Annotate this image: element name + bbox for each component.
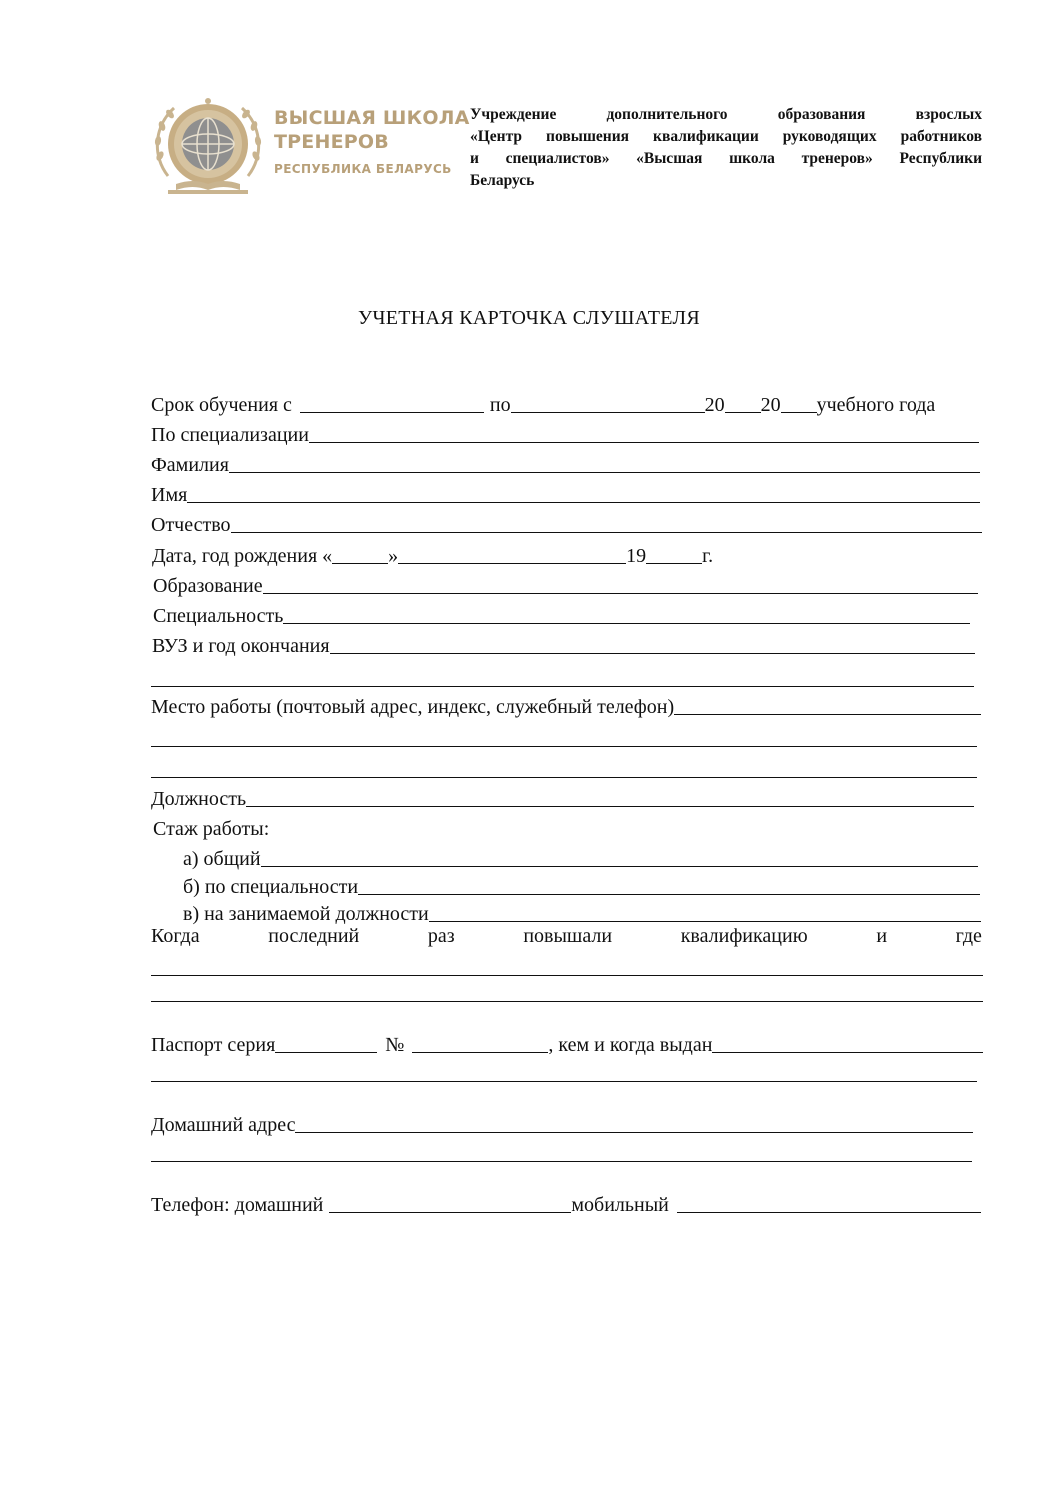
experience-position-row — [183, 899, 981, 925]
logo — [148, 96, 470, 200]
patronymic-field[interactable] — [231, 512, 982, 533]
specialization-label: По специализации — [151, 424, 309, 446]
surname-row — [151, 450, 980, 476]
birth-year-field[interactable] — [646, 543, 702, 564]
experience-specialty-field[interactable] — [358, 874, 980, 895]
institution-line: Учреждение дополнительного образования взрослых — [470, 106, 982, 123]
study-period-row — [151, 390, 983, 416]
qualification-word: и — [876, 925, 888, 947]
workplace-field[interactable] — [674, 694, 981, 715]
passport-series-label: Паспорт серия — [151, 1034, 276, 1056]
qualification-answer-line[interactable] — [151, 1001, 983, 1002]
institution-line: Беларусь — [470, 172, 535, 189]
experience-specialty-label: б) по специальности — [183, 876, 359, 898]
home-address-continuation-line[interactable] — [151, 1161, 972, 1162]
specialization-row — [151, 420, 979, 446]
position-row — [151, 784, 974, 810]
year1-label: 20 — [704, 394, 725, 416]
experience-position-field[interactable] — [429, 901, 981, 922]
birth-date-label: Дата, год рождения « — [152, 545, 333, 567]
qualification-word: Когда — [151, 925, 200, 947]
logo-line-3: РЕСПУБЛИКА БЕЛАРУСЬ — [274, 162, 452, 176]
specialization-field[interactable] — [309, 422, 979, 443]
experience-general-label: а) общий — [183, 848, 261, 870]
patronymic-label: Отчество — [151, 514, 231, 536]
name-field[interactable] — [187, 482, 980, 503]
university-continuation-line[interactable] — [151, 686, 974, 687]
specialty-label: Специальность — [153, 605, 284, 627]
globe-emblem-icon — [148, 96, 268, 200]
workplace-continuation-line[interactable] — [151, 777, 977, 778]
experience-position-label: в) на занимаемой должности — [183, 903, 429, 925]
birth-month-field[interactable] — [398, 543, 626, 564]
qualification-word: последний — [268, 925, 360, 947]
academic-year-label: учебного года — [816, 394, 936, 416]
qualification-word: раз — [427, 925, 455, 947]
qualification-word: повышали — [523, 925, 613, 947]
qualification-question — [151, 925, 982, 948]
passport-number-label: № — [385, 1034, 405, 1056]
experience-general-field[interactable] — [261, 846, 978, 867]
birth-day-field[interactable] — [332, 543, 388, 564]
institution-name — [470, 104, 982, 192]
document-title: УЧЕТНАЯ КАРТОЧКА СЛУШАТЕЛЯ — [358, 307, 700, 329]
workplace-row — [151, 692, 981, 718]
position-field[interactable] — [246, 786, 974, 807]
home-address-label: Домашний адрес — [151, 1114, 296, 1136]
study-to-field[interactable] — [511, 392, 705, 413]
home-address-field[interactable] — [295, 1112, 973, 1133]
birth-date-row — [152, 541, 772, 567]
qualification-answer-line[interactable] — [151, 975, 983, 976]
surname-field[interactable] — [229, 452, 980, 473]
home-address-row — [151, 1110, 973, 1136]
mobile-phone-label: мобильный — [571, 1194, 669, 1216]
specialty-field[interactable] — [283, 603, 970, 624]
home-phone-field[interactable] — [329, 1192, 571, 1213]
study-period-label: Срок обучения с — [151, 394, 292, 416]
name-row — [151, 480, 980, 506]
qualification-word: квалификацию — [680, 925, 808, 947]
study-to-label: по — [489, 394, 511, 416]
mobile-phone-field[interactable] — [677, 1192, 981, 1213]
institution-line: «Центр повышения квалификации руководящих работников — [470, 128, 982, 145]
university-field[interactable] — [330, 633, 975, 654]
passport-continuation-line[interactable] — [151, 1081, 977, 1082]
education-field[interactable] — [263, 573, 978, 594]
study-from-field[interactable] — [300, 392, 484, 413]
experience-label: Стаж работы: — [153, 818, 270, 840]
logo-line-1: ВЫСШАЯ ШКОЛА — [274, 107, 470, 129]
passport-series-field[interactable] — [275, 1032, 377, 1053]
qualification-word: где — [955, 925, 982, 947]
passport-row — [151, 1030, 983, 1056]
phone-row — [151, 1190, 981, 1216]
name-label: Имя — [151, 484, 188, 506]
workplace-continuation-line[interactable] — [151, 746, 977, 747]
logo-line-2: ТРЕНЕРОВ — [274, 131, 389, 153]
specialty-row — [153, 601, 970, 627]
birth-century-label: 19 — [626, 545, 647, 567]
experience-heading-row — [153, 814, 453, 840]
university-row — [152, 631, 975, 657]
passport-issued-field[interactable] — [712, 1032, 983, 1053]
home-phone-label: Телефон: домашний — [151, 1194, 324, 1216]
experience-specialty-row — [183, 872, 980, 898]
year1-field[interactable] — [725, 392, 761, 413]
education-label: Образование — [153, 575, 263, 597]
birth-year-suffix: г. — [702, 545, 714, 567]
institution-line: и специалистов» «Высшая школа тренеров» Республики — [470, 150, 982, 167]
patronymic-row — [151, 510, 982, 536]
birth-close-quote: » — [388, 545, 399, 567]
university-label: ВУЗ и год окончания — [152, 635, 330, 657]
education-row — [153, 571, 978, 597]
workplace-label: Место работы (почтовый адрес, индекс, служебный телефон) — [151, 696, 675, 718]
year2-field[interactable] — [781, 392, 817, 413]
year2-label: 20 — [760, 394, 781, 416]
surname-label: Фамилия — [151, 454, 229, 476]
passport-issued-label: , кем и когда выдан — [548, 1034, 713, 1056]
passport-number-field[interactable] — [412, 1032, 548, 1053]
logo-wordmark — [274, 106, 470, 176]
experience-general-row — [183, 844, 978, 870]
position-label: Должность — [151, 788, 247, 810]
